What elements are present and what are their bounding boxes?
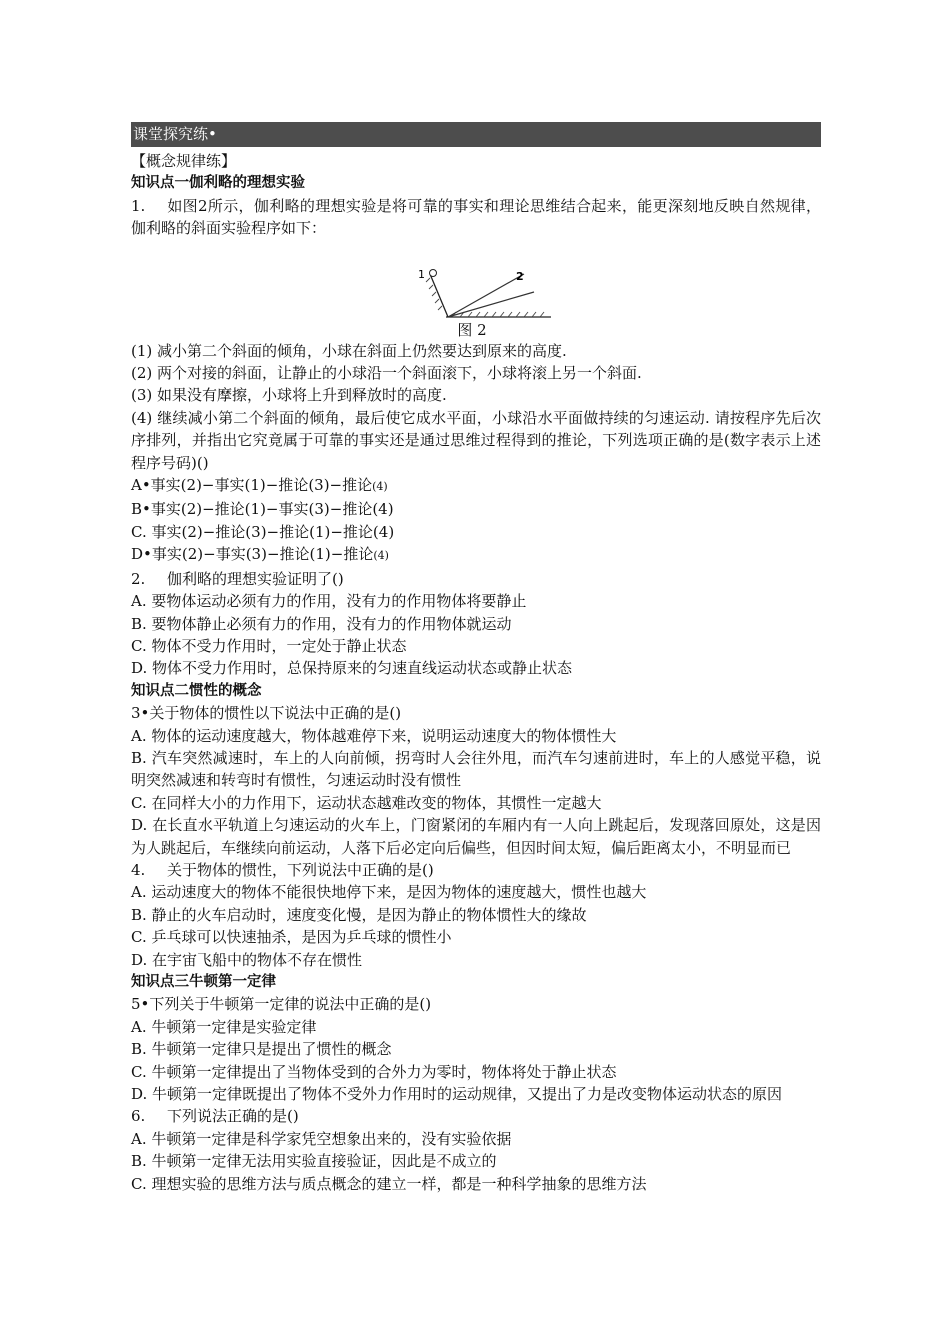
question-2-stem	[131, 568, 821, 590]
q1-option-c	[131, 521, 821, 543]
q3-option-a: A. 物体的运动速度越大，物体越难停下来，说明运动速度大的物体惯性大	[131, 726, 617, 745]
step-2: (2) 两个对接的斜面，让静止的小球沿一个斜面滚下，小球将滚上另一个斜面.	[131, 364, 642, 383]
q2-option-d: D. 物体不受力作用时，总保持原来的匀速直线运动状态或静止状态	[131, 659, 573, 678]
ground-hatching	[452, 312, 544, 317]
inclined-plane-diagram	[416, 242, 666, 320]
q5-option-b: B. 牛顿第一定律只是提出了惯性的概念	[131, 1040, 392, 1059]
knowledge-point-2-title: 知识点二惯性的概念	[131, 682, 262, 699]
question-1-text: 如图2所示，伽利略的理想实验是将可靠的事实和理论思维结合起来，能更深刻地反映自然规律，伽利略的斜面实验程序如下：	[131, 196, 821, 238]
header-bar: 课堂探究练•	[131, 122, 821, 147]
question-5-stem: 5•下列关于牛顿第一定律的说法中正确的是()	[131, 995, 432, 1014]
q5-option-d: D. 牛顿第一定律既提出了物体不受外力作用时的运动规律，又提出了力是改变物体运动状态的原因	[131, 1085, 783, 1104]
question-6-text: 下列说法正确的是()	[167, 1107, 299, 1126]
q3-option-d: D. 在长直水平轨道上匀速运动的火车上，门窗紧闭的车厢内有一人向上跳起后，发现落回原处，这是因为人跳起后，车继续向前运动，人落下后必定向后偏些，但因时间太短，偏后距离太小，不明显而已	[131, 816, 821, 857]
question-1-stem	[131, 195, 821, 240]
q2-option-a: A. 要物体运动必须有力的作用，没有力的作用物体将要静止	[131, 592, 527, 611]
step-4: (4) 继续减小第二个斜面的倾角，最后使它成水平面，小球沿水平面做持续的匀速运动. 请按程序先后次序排列，并指出它究竟属于可靠的事实还是通过思维过程得到的推论，下列选项正确的是(数字表示上述程序号码)()	[131, 408, 821, 472]
figure-label-2: 2	[516, 269, 524, 283]
q1-option-d-text: D•事实(2)−事实(3)−推论(1)−推论	[131, 545, 374, 564]
question-6-stem	[131, 1105, 821, 1127]
q3-option-b: B. 汽车突然减速时，车上的人向前倾，拐弯时人会往外甩，而汽车匀速前进时，车上的人感觉平稳，说明突然减速和转弯时有惯性，匀速运动时没有惯性	[131, 748, 821, 790]
ball	[430, 269, 437, 276]
question-3-stem: 3•关于物体的惯性以下说法中正确的是()	[131, 704, 402, 723]
figure-2	[131, 240, 821, 320]
q1-option-b	[131, 498, 821, 520]
document-page	[131, 122, 821, 1195]
q1-option-c-text: C. 事实(2)−推论(3)−推论(1)−推论(4)	[131, 522, 395, 541]
q4-option-d: D. 在宇宙飞船中的物体不存在惯性	[131, 950, 363, 969]
q4-option-a: A. 运动速度大的物体不能很快地停下来，是因为物体的速度越大，惯性也越大	[131, 883, 647, 902]
step-1: (1) 减小第二个斜面的倾角，小球在斜面上仍然要达到原来的高度.	[131, 341, 567, 360]
q2-option-c: C. 物体不受力作用时，一定处于静止状态	[131, 636, 407, 655]
q2-option-b: B. 要物体静止必须有力的作用，没有力的作用物体就运动	[131, 614, 512, 633]
question-1-number: 1.	[131, 196, 146, 215]
q1-option-d	[131, 543, 821, 567]
question-2-number: 2.	[131, 569, 146, 588]
section-label: 【概念规律练】	[131, 152, 237, 170]
q1-option-b-text: B•事实(2)−推论(1)−事实(3)−推论(4)	[131, 500, 394, 519]
figure-label-1: 1	[418, 267, 425, 281]
knowledge-point-3-title: 知识点三牛顿第一定律	[131, 974, 276, 990]
question-4-text: 关于物体的惯性，下列说法中正确的是()	[167, 860, 434, 879]
question-4-stem	[131, 859, 821, 881]
question-6-number: 6.	[131, 1107, 146, 1126]
q1-option-a	[131, 474, 821, 498]
second-slope-2	[448, 274, 524, 317]
q1-option-a-suffix: (4)	[372, 480, 388, 494]
q4-option-c: C. 乒乓球可以快速抽杀，是因为乒乓球的惯性小	[131, 928, 452, 947]
step-3: (3) 如果没有摩擦，小球将上升到释放时的高度.	[131, 386, 447, 405]
q5-option-c: C. 牛顿第一定律提出了当物体受到的合外力为零时，物体将处于静止状态	[131, 1062, 617, 1081]
q1-option-d-suffix: (4)	[373, 549, 389, 563]
question-4-number: 4.	[131, 860, 146, 879]
q6-option-c: C. 理想实验的思维方法与质点概念的建立一样，都是一种科学抽象的思维方法	[131, 1174, 647, 1193]
second-slope-lower	[448, 292, 534, 317]
q1-option-a-text: A•事实(2)−事实(1)−推论(3)−推论	[131, 476, 373, 495]
q3-option-c: C. 在同样大小的力作用下，运动状态越难改变的物体，其惯性一定越大	[131, 793, 602, 812]
question-2-text: 伽利略的理想实验证明了()	[167, 569, 344, 588]
q6-option-a: A. 牛顿第一定律是科学家凭空想象出来的，没有实验依据	[131, 1129, 512, 1148]
knowledge-point-1-title: 知识点一伽利略的理想实验	[131, 175, 305, 192]
q5-option-a: A. 牛顿第一定律是实验定律	[131, 1017, 317, 1036]
q6-option-b: B. 牛顿第一定律无法用实验直接验证，因此是不成立的	[131, 1152, 497, 1171]
q4-option-b: B. 静止的火车启动时，速度变化慢，是因为静止的物体惯性大的缘故	[131, 905, 587, 924]
figure-caption: 图 2	[457, 320, 487, 339]
